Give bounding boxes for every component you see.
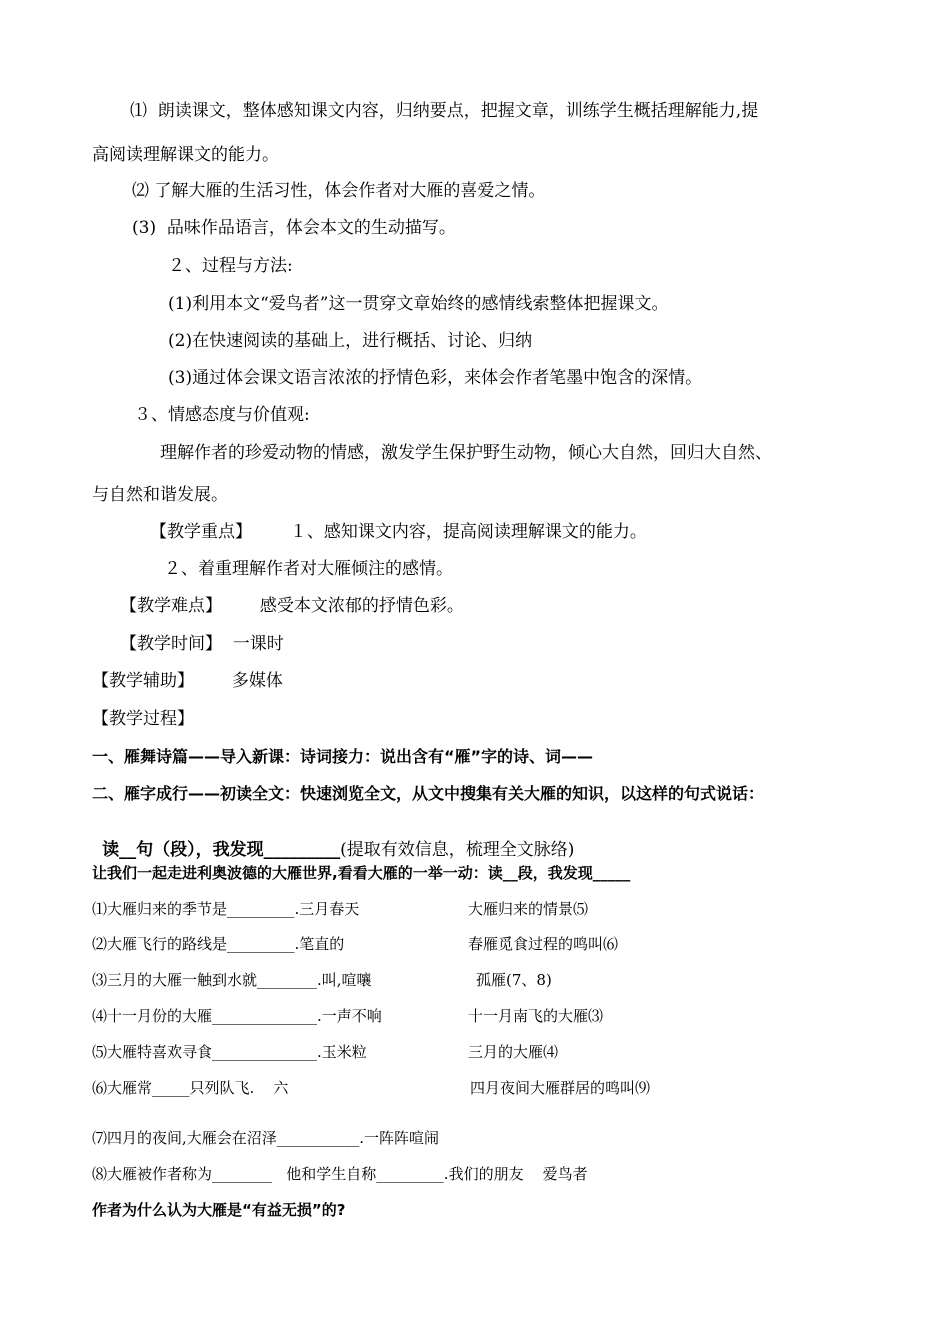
sentence-pattern-bold: 读__句（段），我发现_________ <box>102 840 341 860</box>
objective-1-line-2: 高阅读理解课文的能力。 <box>92 145 279 165</box>
matching-left-6: ⑹大雁常_____只列队飞. 六 <box>92 1079 289 1097</box>
emotion-line-2: 与自然和谐发展。 <box>92 485 228 505</box>
matching-right-4: 十一月南飞的大雁⑶ <box>468 1007 604 1025</box>
teaching-difficulty: 【教学难点】 感受本文浓郁的抒情色彩。 <box>120 596 464 616</box>
matching-right-6: 四月夜间大雁群居的鸣叫⑼ <box>470 1079 651 1097</box>
matching-left-1: ⑴大雁归来的季节是_________.三月春天 <box>92 900 360 918</box>
process-method-heading: ２、过程与方法: <box>168 256 293 276</box>
matching-left-4: ⑷十一月份的大雁______________.一声不响 <box>92 1007 382 1025</box>
teaching-focus-line-1: 【教学重点】 １、感知课文内容，提高阅读理解课文的能力。 <box>150 522 647 542</box>
matching-left-5: ⑸大雁特喜欢寻食______________.玉米粒 <box>92 1043 367 1061</box>
teaching-time: 【教学时间】 一课时 <box>120 634 284 654</box>
teaching-process: 【教学过程】 <box>92 709 194 729</box>
matching-right-1: 大雁归来的情景⑸ <box>468 900 589 918</box>
matching-right-5: 三月的大雁⑷ <box>468 1043 559 1061</box>
matching-right-2: 春雁觅食过程的鸣叫⑹ <box>468 935 619 953</box>
step-2-heading: 二、雁字成行——初读全文：快速浏览全文，从文中搜集有关大雁的知识，以这样的句式说话： <box>92 784 765 803</box>
teaching-aids: 【教学辅助】 多媒体 <box>92 671 283 691</box>
sentence-pattern-note: (提取有效信息，梳理全文脉络) <box>340 840 575 860</box>
emotion-line-1: 理解作者的珍爱动物的情感，激发学生保护野生动物，倾心大自然，回归大自然、 <box>160 443 772 463</box>
matching-line-7: ⑺四月的夜间,大雁会在沼泽___________.一阵阵喧闹 <box>92 1129 440 1147</box>
teaching-focus-line-2: ２、着重理解作者对大雁倾注的感情。 <box>164 559 453 579</box>
step-1-heading: 一、雁舞诗篇——导入新课：诗词接力：说出含有“雁”字的诗、词—— <box>92 747 594 766</box>
matching-right-3: 孤雁(7、8) <box>476 971 552 989</box>
objective-1-line-1: ⑴ 朗读课文，整体感知课文内容，归纳要点，把握文章，训练学生概括理解能力,提 <box>130 101 759 121</box>
method-1: (1)利用本文“爱鸟者”这一贯穿文章始终的感情线索整体把握课文。 <box>168 294 669 314</box>
objective-3: (3) 品味作品语言，体会本文的生动描写。 <box>132 218 456 238</box>
sentence-pattern <box>92 826 574 859</box>
reading-prompt: 让我们一起走进利奥波德的大雁世界,看看大雁的一举一动：读__段，我发现_____ <box>92 864 631 882</box>
matching-line-8: ⑻大雁被作者称为________ 他和学生自称_________.我们的朋友 爱鸟者 <box>92 1165 588 1183</box>
objective-2: ⑵ 了解大雁的生活习性，体会作者对大雁的喜爱之情。 <box>132 181 546 201</box>
method-2: (2)在快速阅读的基础上，进行概括、讨论、归纳 <box>168 331 533 351</box>
matching-left-3: ⑶三月的大雁一触到水就________.叫,喧嚷 <box>92 971 372 989</box>
question: 作者为什么认为大雁是“有益无损”的? <box>92 1201 346 1219</box>
method-3: (3)通过体会课文语言浓浓的抒情色彩，来体会作者笔墨中饱含的深情。 <box>168 368 703 388</box>
emotion-heading: ３、情感态度与价值观: <box>134 405 310 425</box>
matching-left-2: ⑵大雁飞行的路线是_________.笔直的 <box>92 935 345 953</box>
